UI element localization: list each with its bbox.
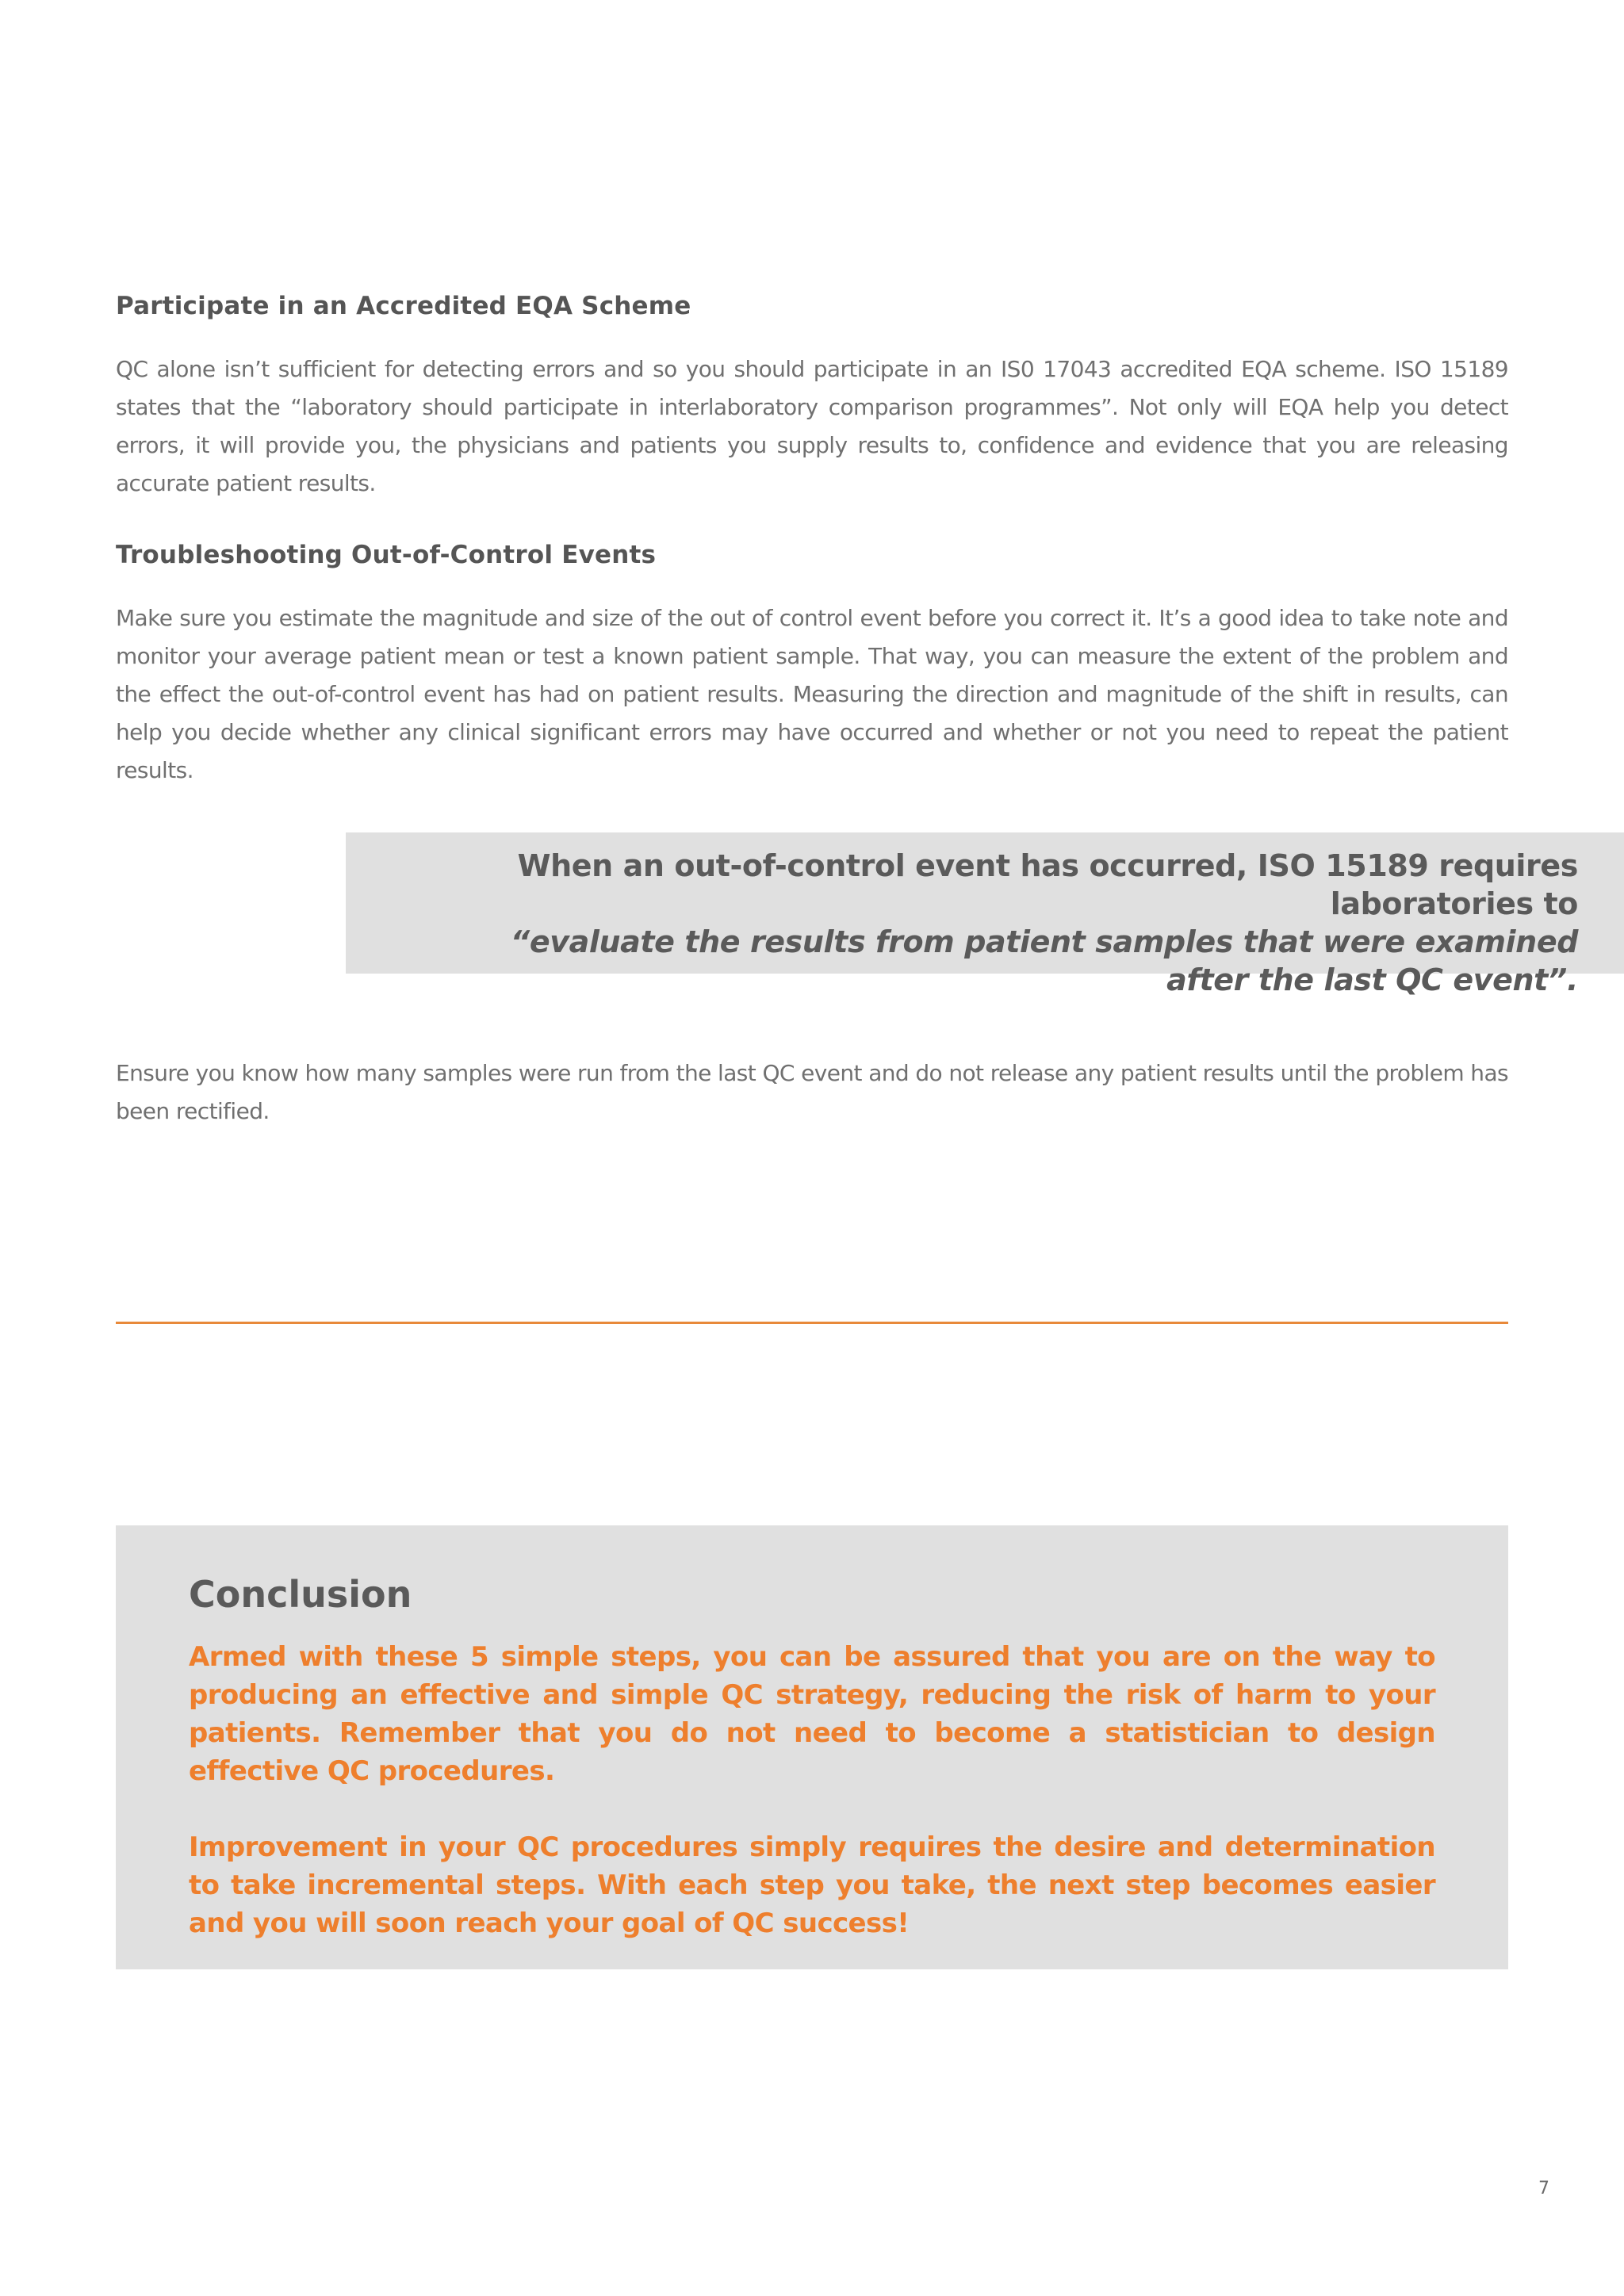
section-eqa bbox=[116, 292, 1508, 503]
callout-intro: When an out-of-control event has occurred, ISO 15189 requires laboratories to bbox=[517, 848, 1578, 921]
callout-quote-line1: “evaluate the results from patient samples that were examined bbox=[510, 924, 1578, 959]
section-body-ensure: Ensure you know how many samples were run from the last QC event and do not release any patient results until the problem has been rectified. bbox=[116, 1060, 1508, 1124]
conclusion-paragraph-2: Improvement in your QC procedures simply requires the desire and determination to take incremental steps. With each step you take, the next step becomes easier and you will soon reach your goal of QC success! bbox=[189, 1831, 1435, 1939]
conclusion-paragraph-1: Armed with these 5 simple steps, you can be assured that you are on the way to producing an effective and simple QC strategy, reducing the risk of harm to your patients. Remember that you do not need to become a statistician to design effective QC procedures. bbox=[189, 1641, 1435, 1787]
section-heading-troubleshooting: Troubleshooting Out-of-Control Events bbox=[116, 541, 657, 569]
section-ensure bbox=[116, 1054, 1508, 1131]
page-number: 7 bbox=[1538, 2179, 1549, 2198]
conclusion-panel bbox=[116, 1525, 1508, 1969]
conclusion-title: Conclusion bbox=[189, 1573, 412, 1616]
section-body-troubleshooting: Make sure you estimate the magnitude and size of the out of control event before you correct it. It’s a good idea to take note and monitor your average patient mean or test a known patient sample. That way, you can measure the extent of the problem and the effect the out-of-control event has had on patient results. Measuring the direction and magnitude of the shift in results, can help you decide whether any clinical significant errors may have occurred and whether or not you need to repeat the patient results. bbox=[116, 605, 1508, 783]
section-troubleshooting bbox=[116, 541, 1508, 790]
callout-quote-line2: after the last QC event”. bbox=[1166, 962, 1578, 997]
pull-quote-callout bbox=[346, 832, 1624, 997]
section-body-eqa: QC alone isn’t sufficient for detecting errors and so you should participate in an IS0 17043 accredited EQA scheme. ISO 15189 states that the “laboratory should participate in interlaboratory comparison programmes”. Not only will EQA help you detect errors, it will provide you, the physicians and patients you supply results to, confidence and evidence that you are releasing accurate patient results. bbox=[116, 356, 1508, 496]
section-heading-eqa: Participate in an Accredited EQA Scheme bbox=[116, 292, 691, 320]
section-divider bbox=[116, 1322, 1508, 1324]
